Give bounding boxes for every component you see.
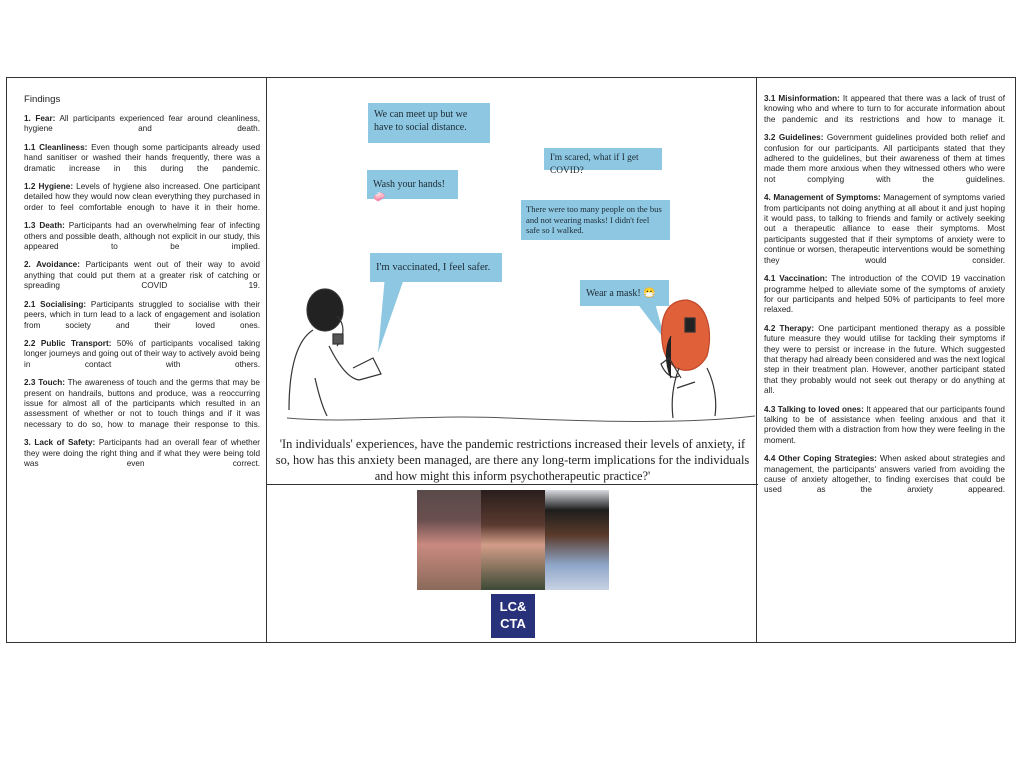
bubble-scared: I'm scared, what if I get COVID? [544, 148, 662, 170]
center-divider [267, 484, 758, 485]
finding-talking-to-loved-ones: 4.3 Talking to loved ones: It appeared that our participants found talking to be of assistance when feeling anxious and that it provided them with a distraction from how they were feeling in the moment. [764, 404, 1005, 445]
finding-other-coping-strategies: 4.4 Other Coping Strategies: When asked about strategies and management, the participants' answers varied from avoiding the cause of anxiety altogether, to finding exercises that could be used as the anxiety appeared. [764, 454, 1005, 495]
finding-lack-of-safety: 3. Lack of Safety: Participants had an overall fear of whether they were doing the right thing and if what they were being told was even correct. [24, 438, 261, 468]
finding-public-transport: 2.2 Public Transport: 50% of participants vocalised taking longer journeys and going out of their way to actively avoid being in contact with others. [24, 338, 260, 369]
woman-mask [685, 318, 695, 332]
illustration [267, 78, 758, 434]
finding-fear: 1. Fear: All participants experienced fear around cleanliness, hygiene and death. [24, 114, 261, 134]
findings-column [7, 78, 267, 642]
bubble-vaccinated: I'm vaccinated, I feel safer. [370, 253, 502, 282]
finding-cleanliness: 1.1 Cleanliness: Even though some participants already used hand sanitiser or washed their hands frequently, there was a dramatic increase in this during the pandemic. [24, 142, 260, 173]
man-figure [289, 289, 381, 416]
finding-avoidance: 2. Avoidance: Participants went out of their way to avoid anything that could put them at a greater risk of catching or spreading COVID 19. [24, 260, 260, 291]
finding-management-of-symptoms: 4. Management of Symptoms: Management of symptoms varied from participants not doing anything at all about it and just hoping it would pass, to talking to friends and family or actively seeking out a therapeutic alliance to ease their symptoms. Most participants suggested that if their symptoms of anxiety were to continue or worsen, therapeutic interventions would be something they would consider. [764, 193, 1005, 265]
bubble-bus: There were too many people on the bus and not wearing masks! I didn't feel safe so I walked. [521, 200, 670, 240]
center-panel [267, 78, 758, 642]
findings-heading: Findings [24, 94, 61, 105]
woman-figure [661, 300, 716, 418]
finding-guidelines: 3.2 Guidelines: Government guidelines provided both relief and confusion for our participants. All participants stated that they adhered to the guidelines, but their awareness of them at times made them more anxious when they witnessed others who were not complying with the guidelines. [764, 133, 1005, 184]
bubble-wear-mask: Wear a mask! 😷 [580, 280, 669, 306]
finding-therapy: 4.2 Therapy: One participant mentioned therapy as a possible future measure they would utilise for tackling their symptoms if they were to persist or increase in the future. Which suggested that therapy had already been considered and was the next logical step in their treatment plan. However, another participant stated that they probably would not seek out therapy or do anything at all. [764, 323, 1005, 396]
findings-column-right [756, 78, 1015, 642]
bubble-tail-vaccinated [378, 276, 405, 353]
researcher-photo-2 [481, 490, 545, 590]
finding-misinformation: 3.1 Misinformation: It appeared that there was a lack of trust of knowing who and where to turn to for accurate information about the pandemic and its restrictions and how to manage it. [764, 94, 1005, 124]
bubble-wash-hands: Wash your hands!🧼 [367, 170, 458, 199]
left-findings-list [24, 114, 260, 469]
man-cup [333, 334, 343, 344]
poster [6, 77, 1016, 643]
researcher-photos [417, 490, 609, 590]
finding-vaccination: 4.1 Vaccination: The introduction of the COVID 19 vaccination programme helped to alleviate some of the symptoms of anxiety for our participants and helped 50% of participants to feel more relaxed. [764, 274, 1006, 315]
research-question: 'In individuals' experiences, have the pandemic restrictions increased their levels of anxiety, if so, how has this anxiety been managed, are there any long-term implications for the individuals and how might this inform psychotherapeutic practice?' [275, 437, 750, 483]
researcher-photo-3 [545, 490, 609, 590]
ground-line [287, 416, 755, 422]
bubble-tail-mask [637, 303, 665, 340]
lccta-logo: LC& CTA [491, 594, 535, 638]
researcher-photo-1 [417, 490, 481, 590]
finding-touch: 2.3 Touch: The awareness of touch and the germs that may be present on handrails, buttons and produce, was a reoccurring issue for almost all of the participants which resulted in an assessment of whether or not to touch things and if it was necessary to do so, how to manage their response to this. [24, 378, 260, 429]
finding-death: 1.3 Death: Participants had an overwhelming fear of infecting others and possible death, although not explicit in our study, this appeared to be implied. [24, 221, 260, 252]
finding-socialising: 2.1 Socialising: Participants struggled to socialise with their peers, which in turn lead to a lack of engagement and isolation from society and their loved ones. [24, 299, 260, 330]
finding-hygiene: 1.2 Hygiene: Levels of hygiene also increased. One participant detailed how they would now clean everything they purchased in order to feel comfortable enough to have it in their home. [24, 182, 260, 212]
bubble-meet-up: We can meet up but we have to social distance. [368, 103, 490, 143]
man-hair [307, 289, 343, 331]
